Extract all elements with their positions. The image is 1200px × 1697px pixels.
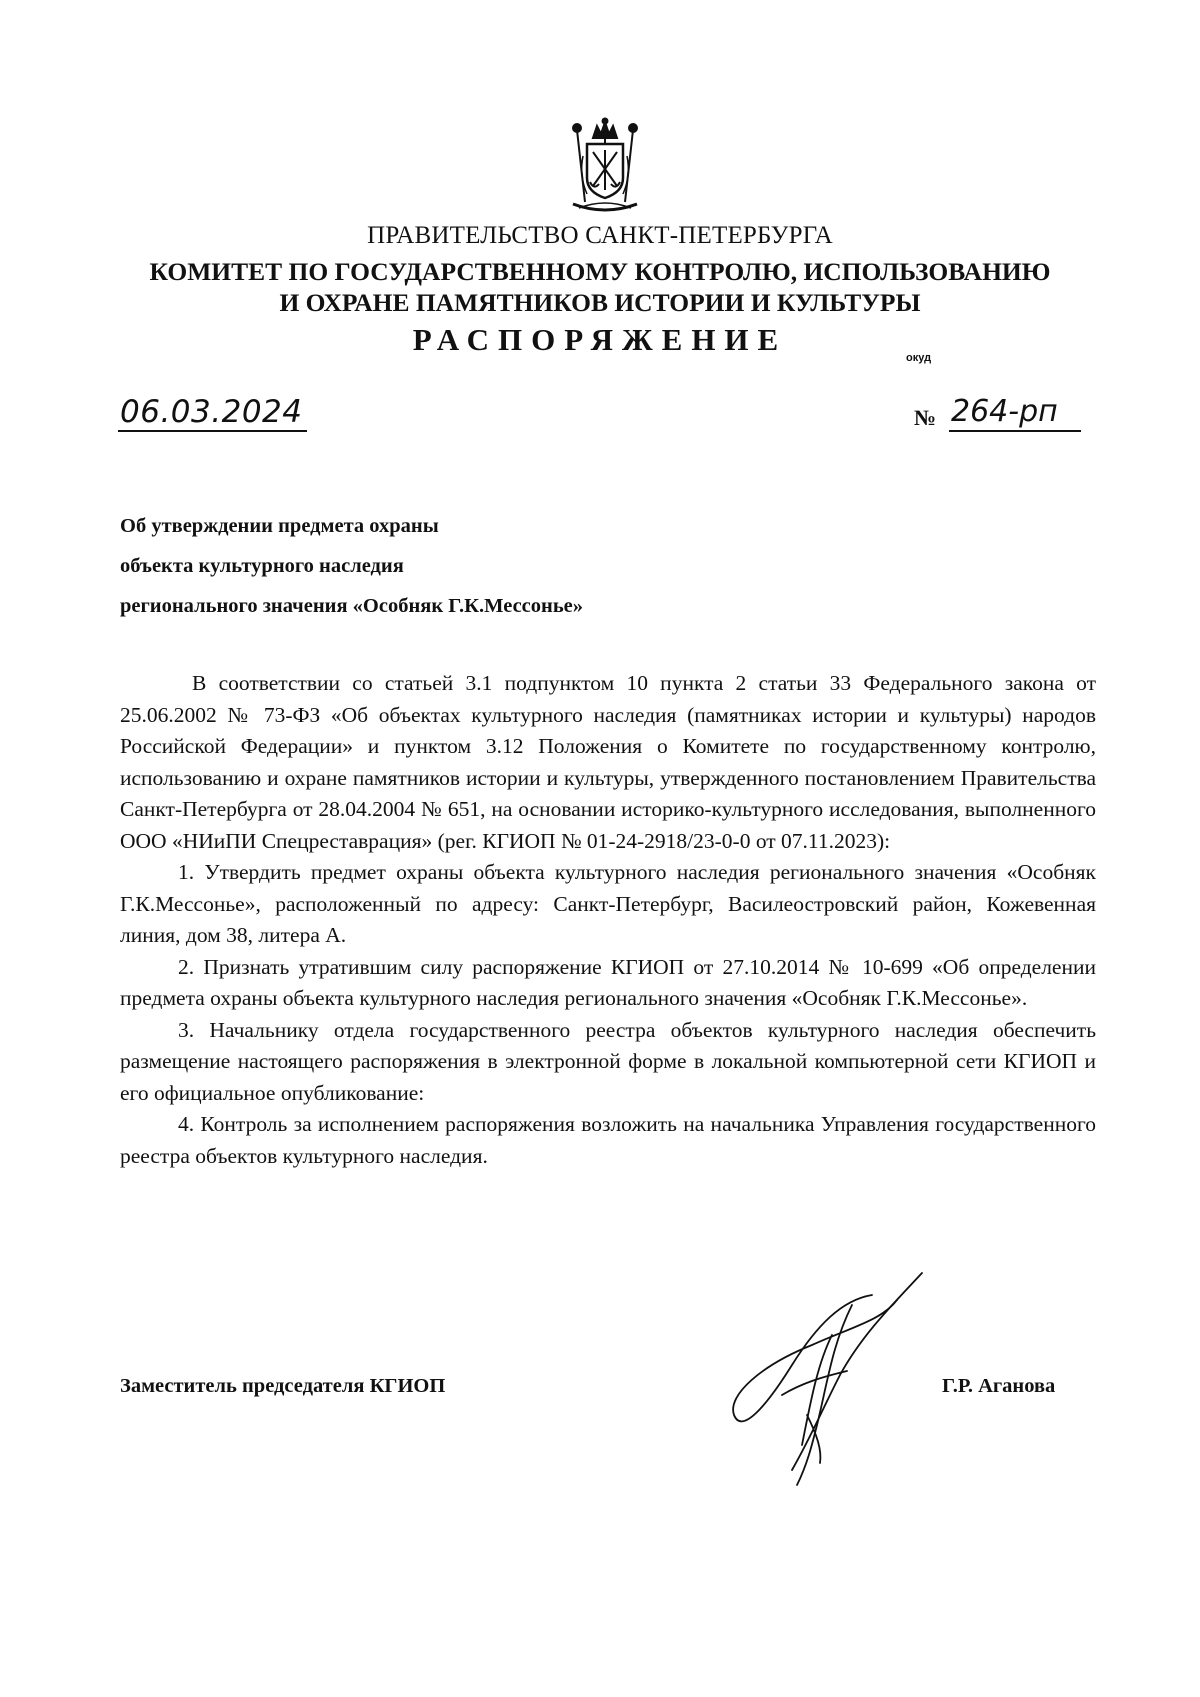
subject-line3: регионального значения «Особняк Г.К.Мессонье» — [120, 595, 584, 617]
government-title: ПРАВИТЕЛЬСТВО САНКТ-ПЕТЕРБУРГА — [367, 222, 833, 249]
body-item-3: 3. Начальнику отдела государственного реестра объектов культурного наследия обеспечить размещение настоящего распоряжения в электронной форме в локальной компьютерной сети КГИОП и его официальное опубликование: — [120, 1017, 1096, 1105]
handwritten-signature-icon — [722, 1265, 932, 1490]
number-sign: № — [914, 405, 937, 430]
document-type: РАСПОРЯЖЕНИЕ — [412, 322, 788, 357]
okud-label: окуд — [906, 352, 932, 364]
document-body — [120, 668, 1096, 1172]
signer-position: Заместитель председателя КГИОП — [120, 1375, 446, 1397]
subject-line2: объекта культурного наследия — [120, 555, 404, 577]
subject-line1: Об утверждении предмета охраны — [120, 515, 439, 537]
body-item-2: 2. Признать утратившим силу распоряжение КГИОП от 27.10.2014 № 10-699 «Об определении предмета охраны объекта культурного наследия регионального значения «Особняк Г.К.Мессонье». — [120, 954, 1096, 1010]
document-date: 06.03.2024 — [118, 394, 307, 432]
committee-title-line1: КОМИТЕТ ПО ГОСУДАРСТВЕННОМУ КОНТРОЛЮ, ИСПОЛЬЗОВАНИЮ — [149, 257, 1051, 286]
body-item-1: 1. Утвердить предмет охраны объекта культурного наследия регионального значения «Особняк Г.К.Мессонье», расположенный по адресу: Санкт-Петербург, Василеостровский район, Кожевенная линия, дом 38, литера А. — [120, 860, 1096, 947]
document-subject — [120, 506, 820, 626]
number-value: 264-рп — [949, 394, 1081, 432]
body-item-4: 4. Контроль за исполнением распоряжения возложить на начальника Управления государственного реестра объектов культурного наследия. — [120, 1112, 1096, 1168]
committee-title — [100, 256, 1100, 318]
committee-title-line2: И ОХРАНЕ ПАМЯТНИКОВ ИСТОРИИ И КУЛЬТУРЫ — [279, 288, 921, 317]
body-preamble: В соответствии со статьей 3.1 подпунктом 10 пункта 2 статьи 33 Федерального закона от 25.06.2002 № 73-ФЗ «Об объектах культурного наследия (памятниках истории и культуры) народов Российской Федерации» и пунктом 3.12 Положения о Комитете по государственному контролю, использованию и охране памятников истории и культуры, утвержденного постановлением Правительства Санкт-Петербурга от 28.04.2004 № 651, на основании историко-культурного исследования, выполненного ООО «НИиПИ Спецреставрация» (рег. КГИОП № 01-24-2918/23-0-0 от 07.11.2023): — [120, 671, 1096, 853]
st-petersburg-coat-of-arms-icon — [563, 116, 647, 216]
signer-name: Г.Р. Аганова — [942, 1375, 1056, 1397]
